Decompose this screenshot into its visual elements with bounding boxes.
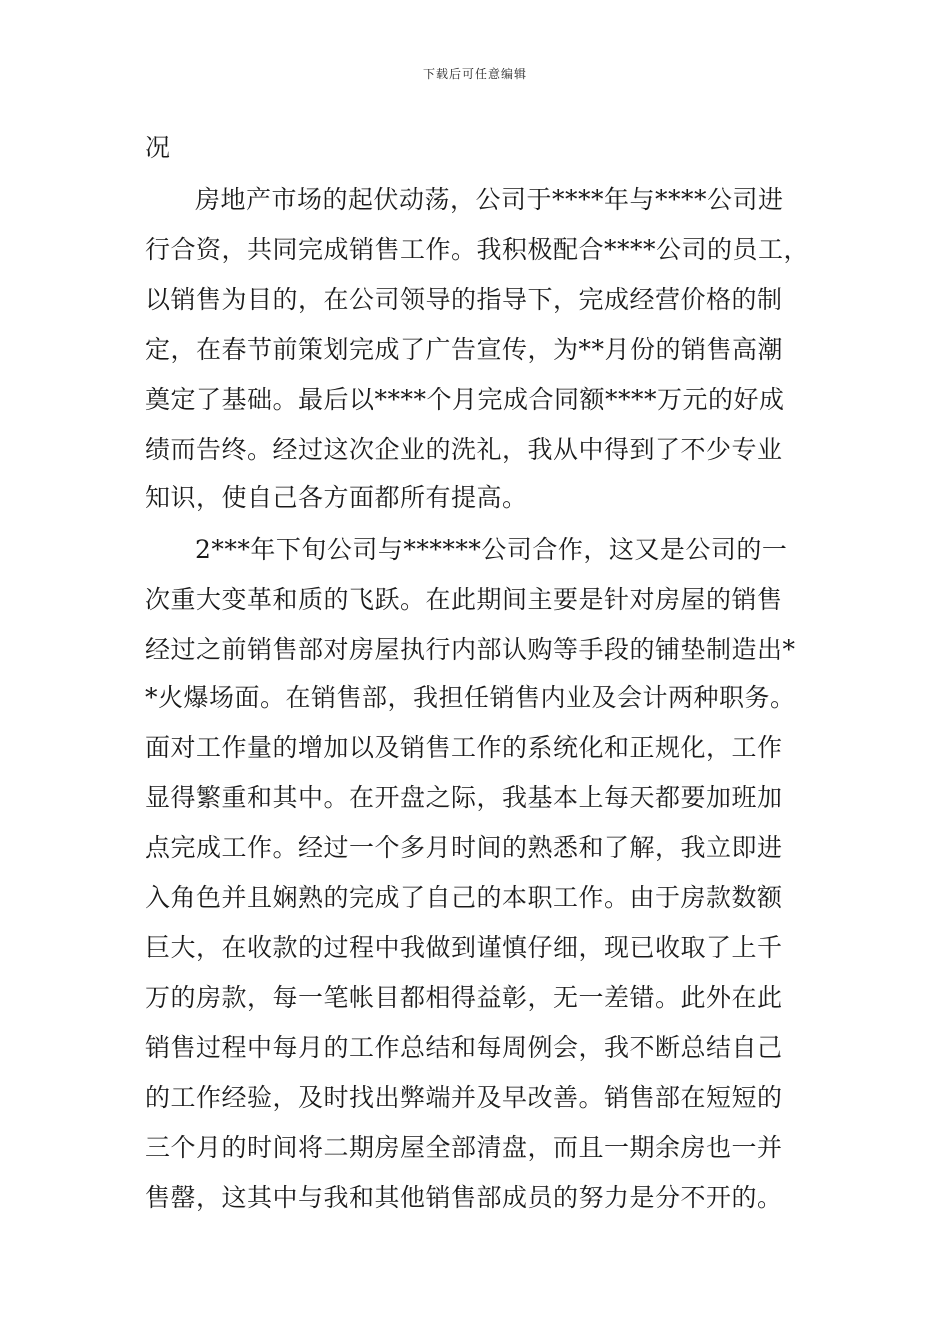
paragraph-first-line: 2***年下旬公司与******公司合作，这又是公司的一 xyxy=(195,535,788,564)
text-line: 行合资，共同完成销售工作。我积极配合****公司的员工， xyxy=(145,235,810,264)
text-line: 的工作经验，及时找出弊端并及早改善。销售部在短短的 xyxy=(145,1083,783,1112)
text-line: 奠定了基础。最后以****个月完成合同额****万元的好成 xyxy=(145,385,785,414)
text-line: 况 xyxy=(145,133,171,162)
page-header: 下载后可任意编辑 xyxy=(422,67,527,81)
text-line: 绩而告终。经过这次企业的洗礼，我从中得到了不少专业 xyxy=(145,435,783,464)
text-line: 显得繁重和其中。在开盘之际，我基本上每天都要加班加 xyxy=(145,783,783,812)
text-line: 入角色并且娴熟的完成了自己的本职工作。由于房款数额 xyxy=(145,883,783,912)
text-line: 次重大变革和质的飞跃。在此期间主要是针对房屋的销售 xyxy=(145,585,783,614)
paragraph-first-line: 房地产市场的起伏动荡，公司于****年与****公司进 xyxy=(195,185,784,214)
text-line: 销售过程中每月的工作总结和每周例会，我不断总结自己 xyxy=(145,1033,783,1062)
text-line: 三个月的时间将二期房屋全部清盘，而且一期余房也一并 xyxy=(145,1133,783,1162)
text-line: 万的房款，每一笔帐目都相得益彰，无一差错。此外在此 xyxy=(145,983,783,1012)
text-line: 知识，使自己各方面都所有提高。 xyxy=(145,483,528,512)
text-line: 定，在春节前策划完成了广告宣传，为**月份的销售高潮 xyxy=(145,335,784,364)
text-line: *火爆场面。在销售部，我担任销售内业及会计两种职务。 xyxy=(145,683,796,712)
text-line: 巨大，在收款的过程中我做到谨慎仔细，现已收取了上千 xyxy=(145,933,783,962)
text-line: 经过之前销售部对房屋执行内部认购等手段的铺垫制造出* xyxy=(145,635,796,664)
text-line: 点完成工作。经过一个多月时间的熟悉和了解，我立即进 xyxy=(145,833,783,862)
text-line: 售罄，这其中与我和其他销售部成员的努力是分不开的。 xyxy=(145,1183,783,1212)
text-line: 以销售为目的，在公司领导的指导下，完成经营价格的制 xyxy=(145,285,783,314)
text-line: 面对工作量的增加以及销售工作的系统化和正规化，工作 xyxy=(145,733,783,762)
